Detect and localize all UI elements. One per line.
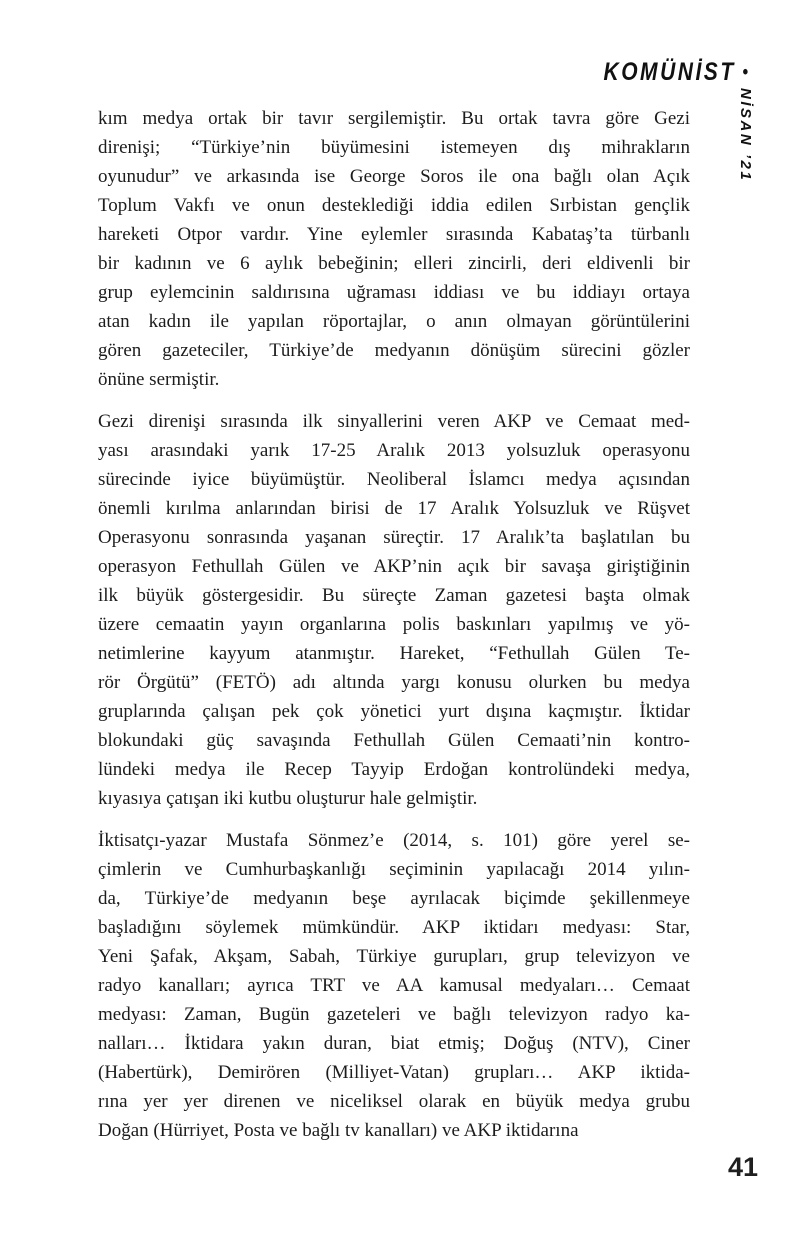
text-line: Toplum Vakfı ve onun desteklediği iddia edilen Sırbistan gençlik	[98, 195, 690, 216]
text-line: lündeki medya ile Recep Tayyip Erdoğan kontrolündeki medya,	[98, 759, 690, 780]
issue-label: NİSAN ’21	[737, 88, 754, 183]
text-line: (Habertürk), Demirören (Milliyet-Vatan) grupları… AKP iktida-	[98, 1062, 690, 1083]
paragraph	[98, 407, 690, 813]
text-line: Operasyonu sonrasında yaşanan süreçtir. 17 Aralık’ta başlatılan bu	[98, 527, 690, 548]
text-line: İktisatçı-yazar Mustafa Sönmez’e (2014, s. 101) göre yerel se-	[98, 830, 690, 851]
text-line: atan kadın ile yapılan röportajlar, o anın olmayan görüntülerini	[98, 311, 690, 332]
text-line: Yeni Şafak, Akşam, Sabah, Türkiye gurupları, grup televizyon ve	[98, 946, 690, 967]
text-line: da, Türkiye’de medyanın beşe ayrılacak biçimde şekillenmeye	[98, 888, 690, 909]
journal-title: KOMÜNİST	[603, 58, 736, 86]
text-line: önüne sermiştir.	[98, 369, 220, 390]
bullet-separator: •	[742, 62, 748, 83]
text-line: medyası: Zaman, Bugün gazeteleri ve bağlı televizyon radyo ka-	[98, 1004, 690, 1025]
text-line: başladığını söylemek mümkündür. AKP iktidarı medyası: Star,	[98, 917, 690, 938]
text-line: oyunudur” ve arkasında ise George Soros ile ona bağlı olan Açık	[98, 166, 690, 187]
text-line: netimlerine kayyum atanmıştır. Hareket, “Fethullah Gülen Te-	[98, 643, 690, 664]
text-line: kım medya ortak bir tavır sergilemiştir. Bu ortak tavra göre Gezi	[98, 108, 690, 129]
text-line: önemli kırılma anlarından birisi de 17 Aralık Yolsuzluk ve Rüşvet	[98, 498, 690, 519]
page-number: 41	[727, 1152, 758, 1182]
text-line: Gezi direnişi sırasında ilk sinyallerini veren AKP ve Cemaat med-	[98, 411, 690, 432]
paragraph	[98, 826, 690, 1145]
text-line: Doğan (Hürriyet, Posta ve bağlı tv kanalları) ve AKP iktidarına	[98, 1120, 579, 1141]
text-line: yası arasındaki yarık 17-25 Aralık 2013 yolsuzluk operasyonu	[98, 440, 690, 461]
text-line: kıyasıya çatışan iki kutbu oluşturur hale gelmiştir.	[98, 788, 478, 809]
text-line: çimlerin ve Cumhurbaşkanlığı seçiminin yapılacağı 2014 yılın-	[98, 859, 690, 880]
text-line: operasyon Fethullah Gülen ve AKP’nin açık bir savaşa giriştiğinin	[98, 556, 690, 577]
text-line: direnişi; “Türkiye’nin büyümesini istemeyen dış mihrakların	[98, 137, 690, 158]
text-line: rına yer yer direnen ve niceliksel olarak en büyük medya grubu	[98, 1091, 690, 1112]
text-line: rör Örgütü” (FETÖ) adı altında yargı konusu olurken bu medya	[98, 672, 690, 693]
text-line: gören gazeteciler, Türkiye’de medyanın dönüşüm sürecini gözler	[98, 340, 690, 361]
text-line: ilk büyük göstergesidir. Bu süreçte Zaman gazetesi başta olmak	[98, 585, 690, 606]
text-line: üzere cemaatin yayın organlarına polis baskınları yapılmış ve yö-	[98, 614, 690, 635]
text-line: bir kadının ve 6 aylık bebeğinin; elleri zincirli, deri eldivenli bir	[98, 253, 690, 274]
running-header	[604, 58, 748, 87]
body-text	[98, 104, 690, 1158]
text-line: grup eylemcinin saldırısına uğraması iddiası ve bu iddiayı ortaya	[98, 282, 690, 303]
text-line: blokundaki güç savaşında Fethullah Gülen Cemaati’nin kontro-	[98, 730, 690, 751]
paragraph	[98, 104, 690, 394]
text-line: sürecinde iyice büyümüştür. Neoliberal İslamcı medya açısından	[98, 469, 690, 490]
text-line: hareketi Otpor vardır. Yine eylemler sırasında Kabataş’ta türbanlı	[98, 224, 690, 245]
text-line: gruplarında çalışan pek çok yönetici yurt dışına kaçmıştır. İktidar	[98, 701, 690, 722]
text-line: nalları… İktidara yakın duran, biat etmiş; Doğuş (NTV), Ciner	[98, 1033, 690, 1054]
text-line: radyo kanalları; ayrıca TRT ve AA kamusal medyaları… Cemaat	[98, 975, 690, 996]
